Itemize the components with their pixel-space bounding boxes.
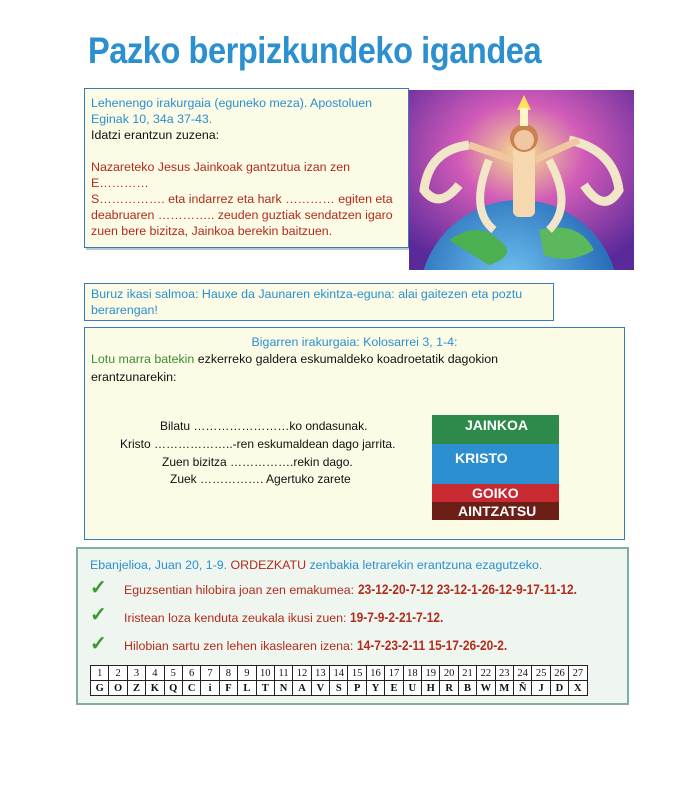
cipher-number-cell: 6 <box>182 666 200 681</box>
gospel-item <box>124 581 615 597</box>
answer-box-jainkoa: JAINKOA <box>432 415 559 444</box>
cipher-letter-cell: S <box>330 681 348 696</box>
cipher-letter-cell: N <box>274 681 292 696</box>
cipher-number-cell: 14 <box>330 666 348 681</box>
check-icon: ✓ <box>90 633 107 655</box>
resurrection-illustration <box>409 90 634 270</box>
cipher-number-cell: 10 <box>256 666 274 681</box>
first-reading-text-line: Nazareteko Jesus Jainkoak gantzutua izan zen E………… <box>91 160 350 190</box>
cipher-number-cell: 9 <box>238 666 256 681</box>
cipher-number-cell: 24 <box>513 666 531 681</box>
cipher-key-letters-row <box>91 681 588 696</box>
cipher-number-cell: 25 <box>532 666 550 681</box>
gospel-heading <box>90 558 542 572</box>
cipher-number-cell: 11 <box>274 666 292 681</box>
first-reading-heading-line2: Eginak 10, 34a 37-43. <box>91 112 213 126</box>
cipher-number-cell: 8 <box>219 666 237 681</box>
first-reading-heading-line1: Lehenengo irakurgaia (eguneko meza). Apostoluen <box>91 96 373 110</box>
gospel-code: 14-7-23-2-11 15-17-26-20-2. <box>356 637 507 653</box>
cipher-letter-cell: E <box>385 681 403 696</box>
cipher-letter-cell: H <box>422 681 440 696</box>
second-reading-instruction-line2: erantzunarekin: <box>91 370 177 384</box>
cipher-letter-cell: Ñ <box>513 681 531 696</box>
cipher-letter-cell: O <box>109 681 127 696</box>
gospel-question: Hilobian sartu zen lehen ikaslearen izena: <box>124 639 354 653</box>
cipher-letter-cell: P <box>348 681 366 696</box>
cipher-letter-cell: X <box>569 681 587 696</box>
cipher-number-cell: 13 <box>311 666 329 681</box>
cipher-number-cell: 20 <box>440 666 458 681</box>
gospel-box <box>76 547 629 705</box>
cipher-number-cell: 23 <box>495 666 513 681</box>
cipher-number-cell: 7 <box>201 666 219 681</box>
gospel-heading-ref: Ebanjelioa, Juan 20, 1-9. <box>90 558 231 572</box>
matching-question: Bilatu ……………………ko ondasunak. <box>160 419 368 433</box>
cipher-number-cell: 17 <box>385 666 403 681</box>
psalm-box <box>84 283 554 321</box>
cipher-number-cell: 2 <box>109 666 127 681</box>
gospel-code: 19-7-9-2-21-7-12. <box>349 609 444 625</box>
cipher-letter-cell: Q <box>164 681 182 696</box>
cipher-letter-cell: R <box>440 681 458 696</box>
cipher-number-cell: 16 <box>366 666 384 681</box>
first-reading-instruction: Idatzi erantzun zuzena: <box>91 128 220 142</box>
gospel-question: Eguzsentian hilobira joan zen emakumea: <box>124 583 355 597</box>
cipher-letter-cell: L <box>238 681 256 696</box>
matching-question: Zuen bizitza …………….rekin dago. <box>162 455 353 469</box>
matching-question: Zuek ……………. Agertuko zarete <box>170 472 351 486</box>
second-reading-heading: Bigarren irakurgaia: Kolosarrei 3, 1-4: <box>251 335 458 349</box>
gospel-heading-keyword: ORDEZKATU <box>230 558 307 572</box>
gospel-code: 23-12-20-7-12 23-12-1-26-12-9-17-11-12. <box>357 581 577 597</box>
check-icon: ✓ <box>90 577 107 599</box>
cipher-number-cell: 15 <box>348 666 366 681</box>
cipher-letter-cell: J <box>532 681 550 696</box>
cipher-letter-cell: T <box>256 681 274 696</box>
matching-question: Kristo ………………..-ren eskumaldean dago jarrita. <box>120 437 396 451</box>
cipher-letter-cell: i <box>201 681 219 696</box>
cipher-number-cell: 18 <box>403 666 421 681</box>
first-reading-box <box>84 88 409 248</box>
instruction-highlight: Lotu marra batekin <box>91 352 195 366</box>
cipher-number-cell: 22 <box>477 666 495 681</box>
cipher-letter-cell: V <box>311 681 329 696</box>
cipher-number-cell: 12 <box>293 666 311 681</box>
cipher-letter-cell: G <box>91 681 109 696</box>
gospel-item <box>124 609 460 625</box>
first-reading-text-line: zuen bere bizitza, Jainkoa berekin baitzuen. <box>91 224 333 238</box>
cipher-letter-cell: U <box>403 681 421 696</box>
cipher-number-cell: 4 <box>146 666 164 681</box>
cipher-key-table <box>90 665 588 696</box>
cipher-letter-cell: A <box>293 681 311 696</box>
check-icon: ✓ <box>90 604 107 626</box>
cipher-letter-cell: F <box>219 681 237 696</box>
cipher-number-cell: 19 <box>422 666 440 681</box>
cipher-number-cell: 5 <box>164 666 182 681</box>
gospel-heading-rest: zenbakia letrarekin erantzuna ezagutzeko. <box>306 558 543 572</box>
page-title: Pazko berpizkundeko igandea <box>88 30 542 71</box>
answer-box-aintzatsu: AINTZATSU <box>432 502 559 520</box>
cipher-key-numbers-row <box>91 666 588 681</box>
cipher-number-cell: 27 <box>569 666 587 681</box>
first-reading-text-line: S……………. eta indarrez eta hark ………… egiten eta <box>91 192 393 206</box>
cipher-letter-cell: M <box>495 681 513 696</box>
cipher-number-cell: 21 <box>458 666 476 681</box>
gospel-item <box>124 637 534 653</box>
cipher-letter-cell: D <box>550 681 568 696</box>
gospel-question: Iristean loza kenduta zeukala ikusi zuen: <box>124 611 347 625</box>
answer-box-goiko: GOIKO <box>432 484 559 502</box>
psalm-line1: Buruz ikasi salmoa: Hauxe da Jaunaren ekintza-eguna: alai gaitezen eta poztu <box>91 287 523 301</box>
cipher-letter-cell: C <box>182 681 200 696</box>
cipher-number-cell: 1 <box>91 666 109 681</box>
cipher-letter-cell: Z <box>127 681 145 696</box>
cipher-letter-cell: B <box>458 681 476 696</box>
cipher-number-cell: 3 <box>127 666 145 681</box>
second-reading-instruction <box>91 350 618 368</box>
cipher-letter-cell: K <box>146 681 164 696</box>
cipher-number-cell: 26 <box>550 666 568 681</box>
answer-box-kristo: KRISTO <box>432 444 559 484</box>
cipher-letter-cell: Y <box>366 681 384 696</box>
first-reading-text-line: deabruaren ………….. zeuden guztiak sendatzen igaro <box>91 208 393 222</box>
psalm-line2: berarengan! <box>91 303 158 317</box>
instruction-rest: ezkerreko galdera eskumaldeko koadroetatik dagokion <box>194 352 499 366</box>
cipher-letter-cell: W <box>477 681 495 696</box>
